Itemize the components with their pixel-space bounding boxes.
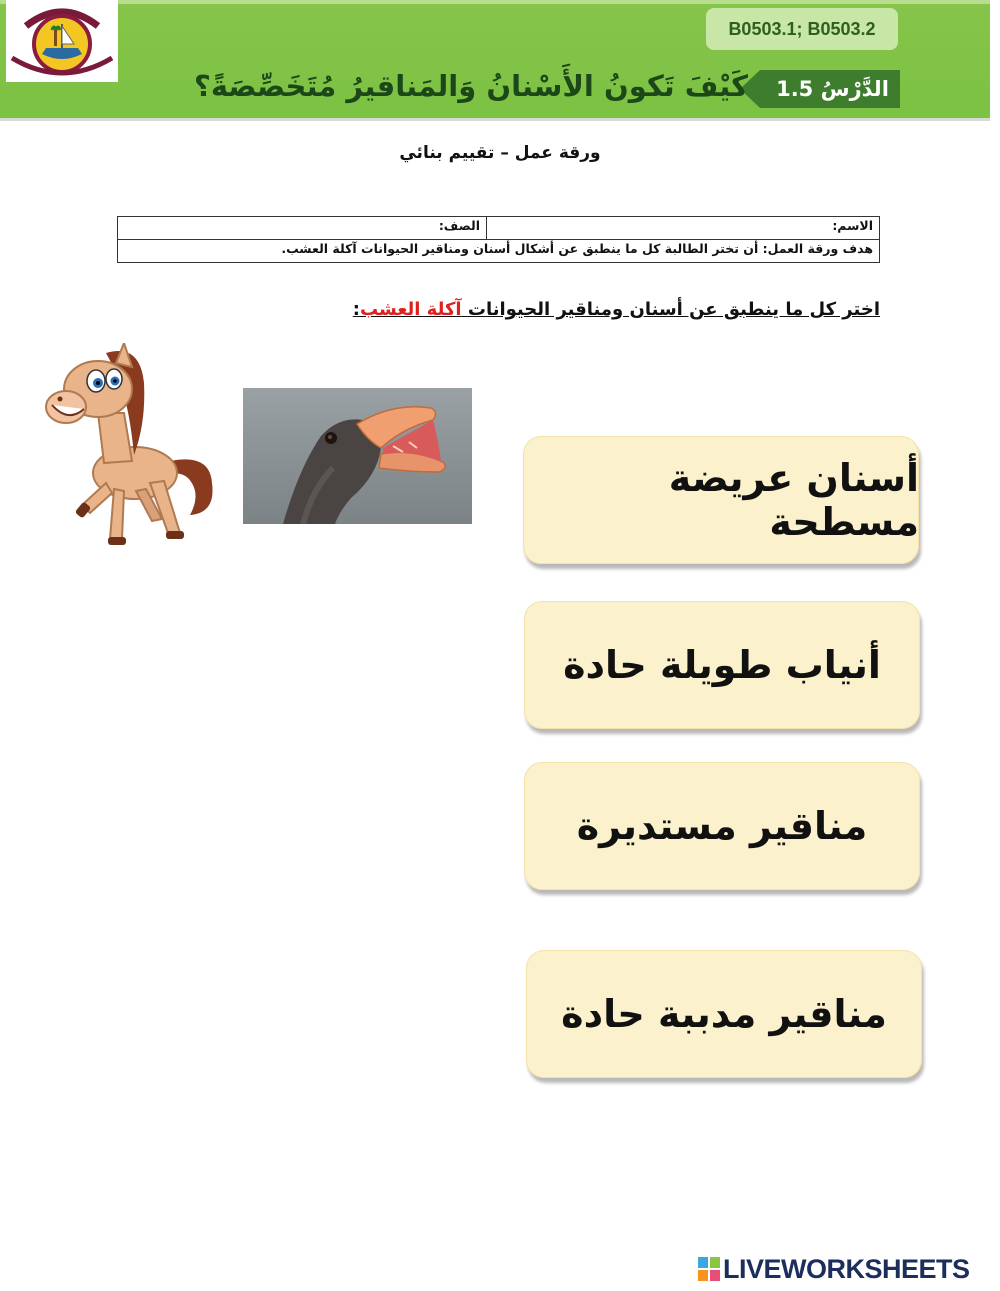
lesson-number: الدَّرْسُ 1.5 [776, 77, 889, 101]
banner-stripe [0, 0, 990, 4]
worksheet-subtitle: ورقة عمل – تقييم بنائي [399, 143, 601, 163]
worksheet-goal: هدف ورقة العمل: أن تختر الطالبة كل ما ينطبق عن أشكال أسنان ومناقير الحيوانات آكلة العشب. [118, 240, 880, 263]
lesson-title: كَيْفَ تَكونُ الأَسْنانُ وَالمَناقيرُ مُتَخَصِّصَةً؟ [194, 69, 748, 103]
question-instruction [353, 299, 880, 320]
instruction-text: اختر كل ما ينطبق عن أسنان ومناقير الحيوانات [467, 299, 880, 320]
liveworksheets-logo-icon [698, 1257, 720, 1281]
option-card-flat-teeth[interactable]: أسنان عريضة مسطحة [523, 436, 919, 564]
table-row [118, 240, 880, 263]
class-field[interactable] [118, 217, 487, 240]
horse-image [40, 343, 220, 548]
liveworksheets-wordmark: LIVEWORKSHEETS [723, 1254, 970, 1284]
option-card-sharp-fangs[interactable]: أنياب طويلة حادة [524, 601, 920, 729]
name-label: الاسم: [832, 218, 873, 233]
logo-lettering [6, 0, 118, 82]
table-row [118, 217, 880, 240]
lesson-number-tag [740, 70, 900, 108]
liveworksheets-brand [698, 1254, 994, 1284]
name-field[interactable] [487, 217, 880, 240]
student-info-table [117, 216, 880, 263]
option-card-pointed-beaks[interactable]: مناقير مدببة حادة [526, 950, 922, 1078]
outcome-codes: B0503.1; B0503.2 [706, 8, 898, 50]
option-card-round-beaks[interactable]: مناقير مستديرة [524, 762, 920, 890]
class-label: الصف: [438, 218, 480, 233]
goose-image [243, 388, 472, 524]
instruction-highlight: آكلة العشب [359, 299, 462, 320]
instruction-suffix: : [352, 299, 360, 320]
